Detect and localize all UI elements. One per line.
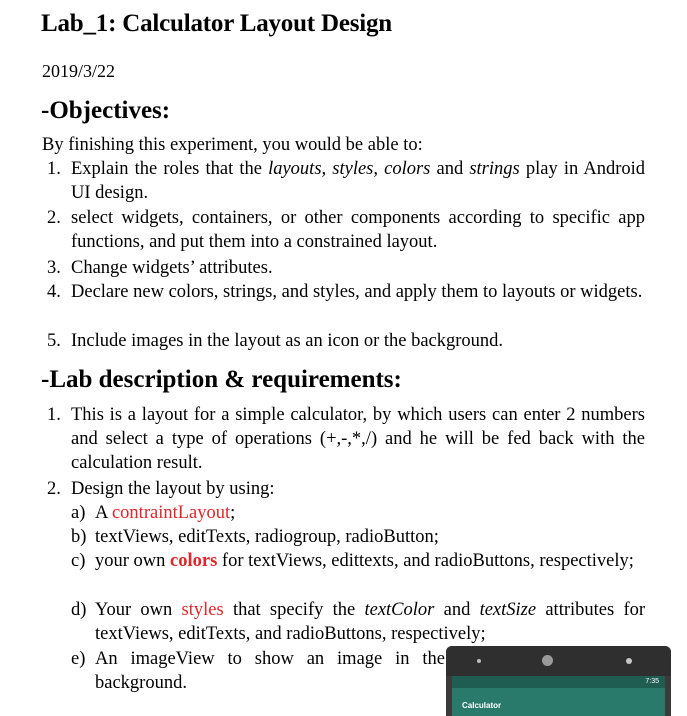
objective-3-number: 3. [47, 258, 61, 278]
phone-status-bar [452, 676, 665, 688]
contraintlayout-highlight: contraintLayout [111, 503, 231, 523]
status-time: 7:35 [645, 678, 659, 685]
lab-item-2-number: 2. [47, 479, 61, 499]
phone-app-bar [452, 688, 665, 716]
lab-item-2-text: Design the layout by using: [71, 479, 275, 499]
objectives-heading: -Objectives: [41, 97, 171, 124]
sub-b-label: b) [71, 527, 87, 547]
objective-1-number: 1. [47, 159, 61, 179]
sub-a-text: A contraintLayout; [95, 503, 236, 523]
phone-speaker-dot [626, 658, 632, 664]
phone-screen [452, 676, 665, 716]
objective-5-number: 5. [47, 331, 61, 351]
objective-4-text: Declare new colors, strings, and styles, and apply them to layouts or widgets. [71, 282, 643, 302]
objective-2-text: select widgets, containers, or other components according to specific app functions, and put them into a constrained layout. [71, 208, 645, 252]
objective-4-number: 4. [47, 282, 61, 302]
objective-2-number: 2. [47, 208, 61, 228]
document-date: 2019/3/22 [42, 61, 116, 81]
sub-a-label: a) [71, 503, 86, 523]
sub-d-label: d) [71, 600, 87, 620]
sub-e-label: e) [71, 649, 86, 669]
objective-1-text: Explain the roles that the layouts, styles, colors and strings play in Android UI design. [71, 159, 645, 203]
phone-sensor-dot [477, 659, 481, 663]
phone-mockup-image [446, 646, 671, 716]
styles-highlight: styles [181, 600, 224, 620]
objective-3-text: Change widgets’ attributes. [71, 258, 273, 278]
colors-highlight: colors [170, 551, 218, 571]
objectives-intro: By finishing this experiment, you would be able to: [42, 135, 423, 155]
lab-item-1-number: 1. [47, 405, 61, 425]
phone-camera-icon [542, 655, 553, 666]
sub-c-label: c) [71, 551, 86, 571]
lab-item-1-text: This is a layout for a simple calculator, by which users can enter 2 numbers and select a type of operations (+,-,*,/) and he will be fed back with the calculation result. [71, 405, 645, 473]
app-title: Calculator [462, 701, 502, 710]
sub-e-text: An imageView to show an image in the background. [95, 649, 445, 693]
sub-d-text: Your own styles that specify the textColor and textSize attributes for textViews, editTexts, and radioButtons, respectively; [95, 600, 646, 644]
document-title: Lab_1: Calculator Layout Design [41, 10, 393, 37]
objective-5-text: Include images in the layout as an icon or the background. [71, 331, 504, 351]
lab-heading: -Lab description & requirements: [41, 366, 402, 393]
sub-b-text: textViews, editTexts, radiogroup, radioButton; [95, 527, 439, 547]
phone-top-bezel [446, 646, 671, 676]
sub-c-text: your own colors for textViews, edittexts, and radioButtons, respectively; [95, 551, 634, 571]
